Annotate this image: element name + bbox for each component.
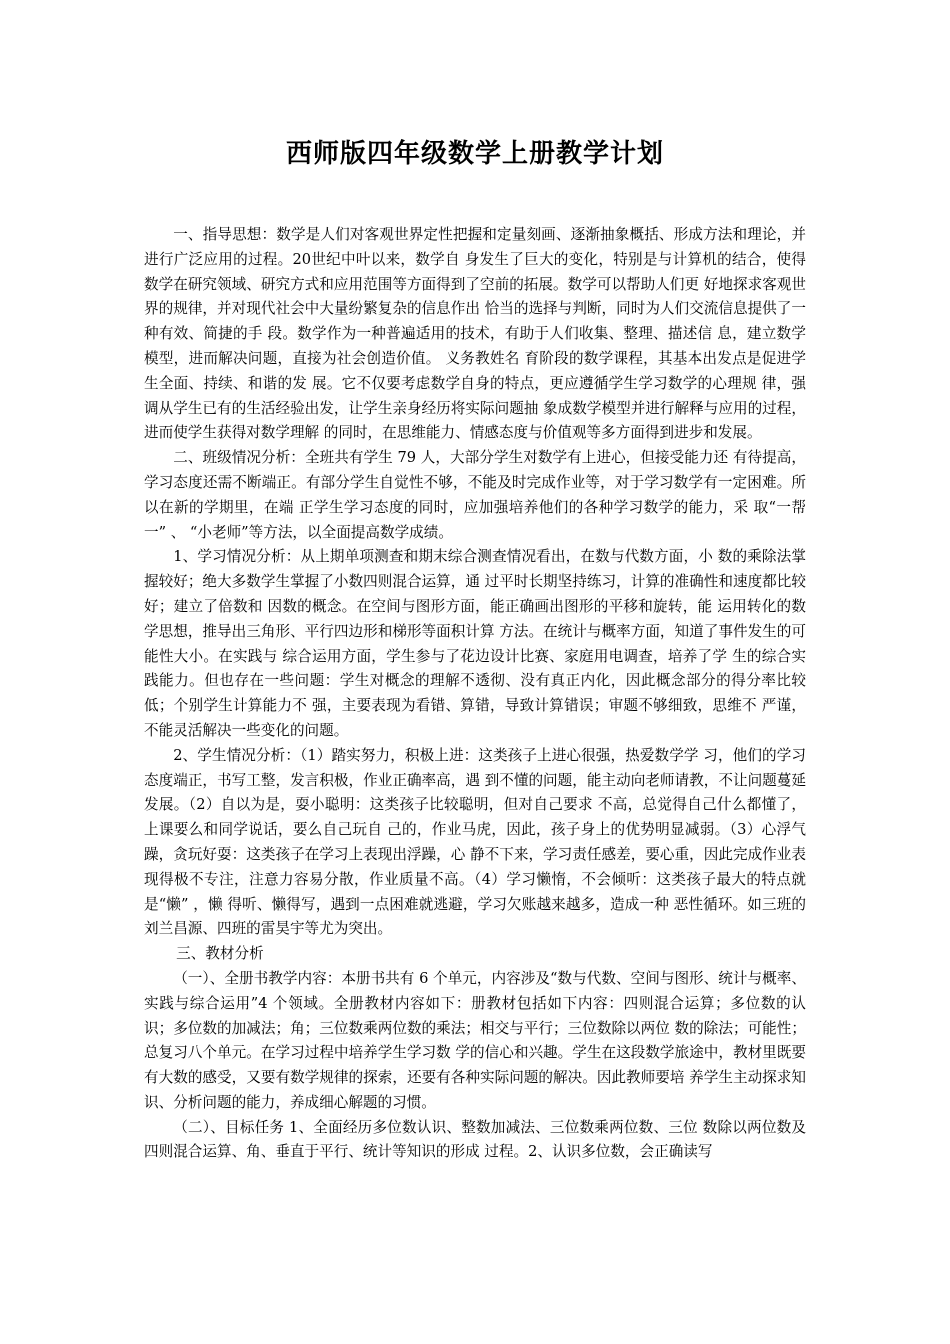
section-heading-textbook-analysis: 三、教材分析 — [176, 945, 264, 963]
paragraph-learning-analysis: 1、学习情况分析：从上期单项测查和期末综合测查情况看出，在数与代数方面，小 数的乘除法掌握较好；绝大多数学生掌握了小数四则混合运算，通 过平时长期坚持练习，计算的准确性和速度都比较好；建立了倍数和 因数的概念。在空间与图形方面，能正确画出图形的平移和旋转，能 运用转化的数学思想，推导出三角形、平行四边形和梯形等面积计算 方法。在统计与概率方面，知道了事件发生的可能性大小。在实践与 综合运用方面，学生参与了花边设计比赛、家庭用电调查，培养了学 生的综合实践能力。但也存在一些问题：学生对概念的理解不透彻、没有真正内化，因此概念部分的得分率比较低；个别学生计算能力不 强，主要表现为看错、算错，导致计算错误；审题不够细致，思维不 严谨，不能灵活解决一些变化的问题。 — [144, 548, 806, 739]
paragraph-class-analysis: 二、班级情况分析：全班共有学生 79 人，大部分学生对数学有上进心，但接受能力还 有待提高，学习态度还需不断端正。有部分学生自觉性不够，不能及时完成作业等，对于学习数学有一定困难。所以在新的学期里，在端 正学生学习态度的同时，应加强培养他们的各种学习数学的能力，采 取“一帮一” 、 “小老师”等方法，以全面提高数学成绩。 — [144, 449, 806, 541]
document-body — [144, 223, 806, 1165]
paragraph-guiding-ideology: 一、指导思想：数学是人们对客观世界定性把握和定量刻画、逐渐抽象概括、形成方法和理论，并进行广泛应用的过程。20世纪中叶以来，数学自 身发生了巨大的变化，特别是与计算机的结合，使得数学在研究领域、研究方式和应用范围等方面得到了空前的拓展。数学可以帮助人们更 好地探求客观世界的规律，并对现代社会中大量纷繁复杂的信息作出 恰当的选择与判断，同时为人们交流信息提供了一种有效、简捷的手 段。数学作为一种普遍适用的技术，有助于人们收集、整理、描述信 息，建立数学模型，进而解决问题，直接为社会创造价值。 义务教姓名 育阶段的数学课程，其基本出发点是促进学生全面、持续、和谐的发 展。它不仅要考虑数学自身的特点，更应遵循学生学习数学的心理规 律，强调从学生已有的生活经验出发，让学生亲身经历将实际问题抽 象成数学模型并进行解释与应用的过程，进而使学生获得对数学理解 的同时，在思维能力、情感态度与价值观等多方面得到进步和发展。 — [144, 226, 806, 442]
paragraph-goals: （二）、目标任务 1、全面经历多位数认识、整数加减法、三位数乘两位数、三位 数除以两位数及四则混合运算、角、垂直于平行、统计等知识的形成 过程。2、认识多位数，会正确读写 — [144, 1118, 806, 1161]
document-title: 西师版四年级数学上册教学计划 — [285, 139, 664, 169]
paragraph-student-analysis: 2、学生情况分析：（1）踏实努力，积极上进：这类孩子上进心很强，热爱数学学 习，他们的学习态度端正，书写工整，发言积极，作业正确率高，遇 到不懂的问题，能主动向老师请教，不让问题蔓延发展。（2）自以为是，耍小聪明：这类孩子比较聪明，但对自己要求 不高，总觉得自己什么都懂了，上课要么和同学说话，要么自己玩自 己的，作业马虎，因此，孩子身上的优势明显减弱。（3）心浮气躁，贪玩好耍：这类孩子在学习上表现出浮躁，心 静不下来，学习责任感差，要心重，因此完成作业表现得极不专注，注意力容易分散，作业质量不高。（4）学习懒惰，不会倾听：这类孩子最大的特点就是“懒” ，懒 得听、懒得写，遇到一点困难就逃避，学习欠账越来越多，造成一种 恶性循环。如三班的刘兰昌源、四班的雷昊宇等尤为突出。 — [144, 746, 806, 938]
paragraph-textbook-content: （一）、全册书教学内容：本册书共有 6 个单元，内容涉及“数与代数、空间与图形、统计与概率、实践与综合运用”4 个领域。全册教材内容如下：册教材包括如下内容：四则混合运算；多位数的认识；多位数的加减法；角；三位数乘两位数的乘法；相交与平行；三位数除以两位 数的除法；可能性；总复习八个单元。在学习过程中培养学生学习数 学的信心和兴趣。学生在这段数学旅途中，教材里既要有大数的感受，又要有数学规律的探索，还要有各种实际问题的解决。因此教师要培 养学生主动探求知识、分析问题的能力，养成细心解题的习惯。 — [144, 969, 806, 1111]
